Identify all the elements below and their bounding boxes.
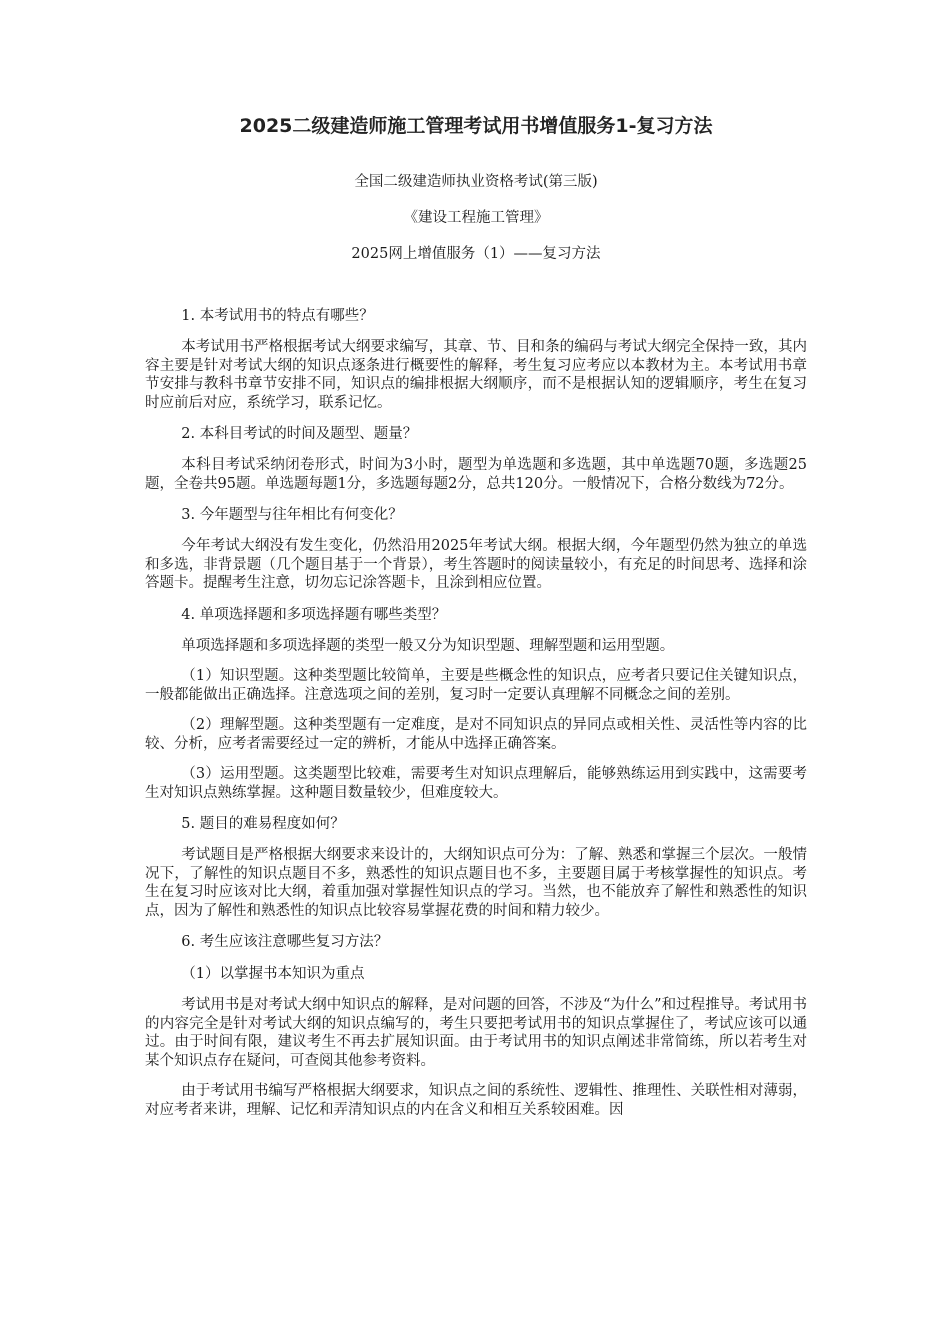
answer-paragraph: （3）运用型题。这类题型比较难，需要考生对知识点理解后，能够熟练运用到实践中，这需要考生对知识点熟练掌握。这种题目数量较少，但难度较大。 (145, 766, 807, 801)
answer-paragraph: 考试用书是对考试大纲中知识点的解释，是对问题的回答，不涉及“为什么”和过程推导。考试用书的内容完全是针对考试大纲的知识点编写的，考生只要把考试用书的知识点掌握住了，考试应该可以通过。由于时间有限，建议考生不再去扩展知识面。由于考试用书的知识点阐述非常简练，所以若考生对某个知识点存在疑问，可查阅其他参考资料。 (145, 997, 807, 1069)
answer-paragraph: 今年考试大纲没有发生变化，仍然沿用2025年考试大纲。根据大纲，今年题型仍然为独立的单选和多选，非背景题（几个题目基于一个背景），考生答题时的阅读量较小，有充足的时间思考、选择和涂答题卡。提醒考生注意，切勿忘记涂答题卡，且涂到相应位置。 (145, 538, 807, 591)
question-heading: 4. 单项选择题和多项选择题有哪些类型？ (181, 606, 447, 623)
answer-paragraph: 单项选择题和多项选择题的类型一般又分为知识型题、理解型题和运用型题。 (181, 637, 675, 654)
answer-paragraph: 由于考试用书编写严格根据大纲要求，知识点之间的系统性、逻辑性、推理性、关联性相对薄弱，对应考者来讲，理解、记忆和弄清知识点的内在含义和相互关系较困难。因 (145, 1083, 807, 1118)
answer-paragraph: 本考试用书严格根据考试大纲要求编写，其章、节、目和条的编码与考试大纲完全保持一致，其内容主要是针对考试大纲的知识点逐条进行概要性的解释，考生复习应考应以本教材为主。本考试用书章节安排与教科书章节安排不同，知识点的编排根据大纲顺序，而不是根据认知的逻辑顺序，考生在复习时应前后对应，系统学习，联系记忆。 (145, 339, 807, 411)
subtitle-exam-name: 全国二级建造师执业资格考试(第三版) (354, 174, 598, 190)
subtitle-service-name: 2025网上增值服务（1）——复习方法 (351, 246, 601, 262)
answer-paragraph: （1）知识型题。这种类型题比较简单，主要是些概念性的知识点，应考者只要记住关键知识点，一般都能做出正确选择。注意选项之间的差别，复习时一定要认真理解不同概念之间的差别。 (145, 668, 807, 703)
question-heading: 6. 考生应该注意哪些复习方法？ (181, 934, 389, 950)
question-heading: 3. 今年题型与往年相比有何变化？ (181, 507, 403, 523)
subtitle-block (145, 172, 807, 264)
question-heading: 5. 题目的难易程度如何？ (181, 816, 345, 832)
answer-paragraph: 本科目考试采纳闭卷形式，时间为3小时，题型为单选题和多选题，其中单选题70题，多选题25题，全卷共95题。单选题每题1分，多选题每题2分，总共120分。一般情况下，合格分数线为72分。 (145, 457, 807, 492)
answer-paragraph: 考试题目是严格根据大纲要求来设计的，大纲知识点可分为：了解、熟悉和掌握三个层次。一般情况下，了解性的知识点题目不多，熟悉性的知识点题目也不多，主要题目属于考核掌握性的知识点。考生在复习时应该对比大纲，着重加强对掌握性知识点的学习。当然，也不能放弃了解性和熟悉性的知识点，因为了解性和熟悉性的知识点比较容易掌握花费的时间和精力较少。 (145, 847, 807, 919)
sub-heading: （1）以掌握书本知识为重点 (181, 966, 365, 982)
question-heading: 1. 本考试用书的特点有哪些？ (181, 308, 374, 324)
answer-paragraph: （2）理解型题。这种类型题有一定难度，是对不同知识点的异同点或相关性、灵活性等内容的比较、分析，应考者需要经过一定的辨析，才能从中选择正确答案。 (145, 717, 807, 752)
document-page (145, 112, 807, 1131)
subtitle-book-name: 《建设工程施工管理》 (403, 210, 549, 226)
document-body (145, 306, 807, 1119)
question-heading: 2. 本科目考试的时间及题型、题量？ (181, 426, 418, 442)
document-title: 2025二级建造师施工管理考试用书增值服务1-复习方法 (239, 115, 713, 137)
